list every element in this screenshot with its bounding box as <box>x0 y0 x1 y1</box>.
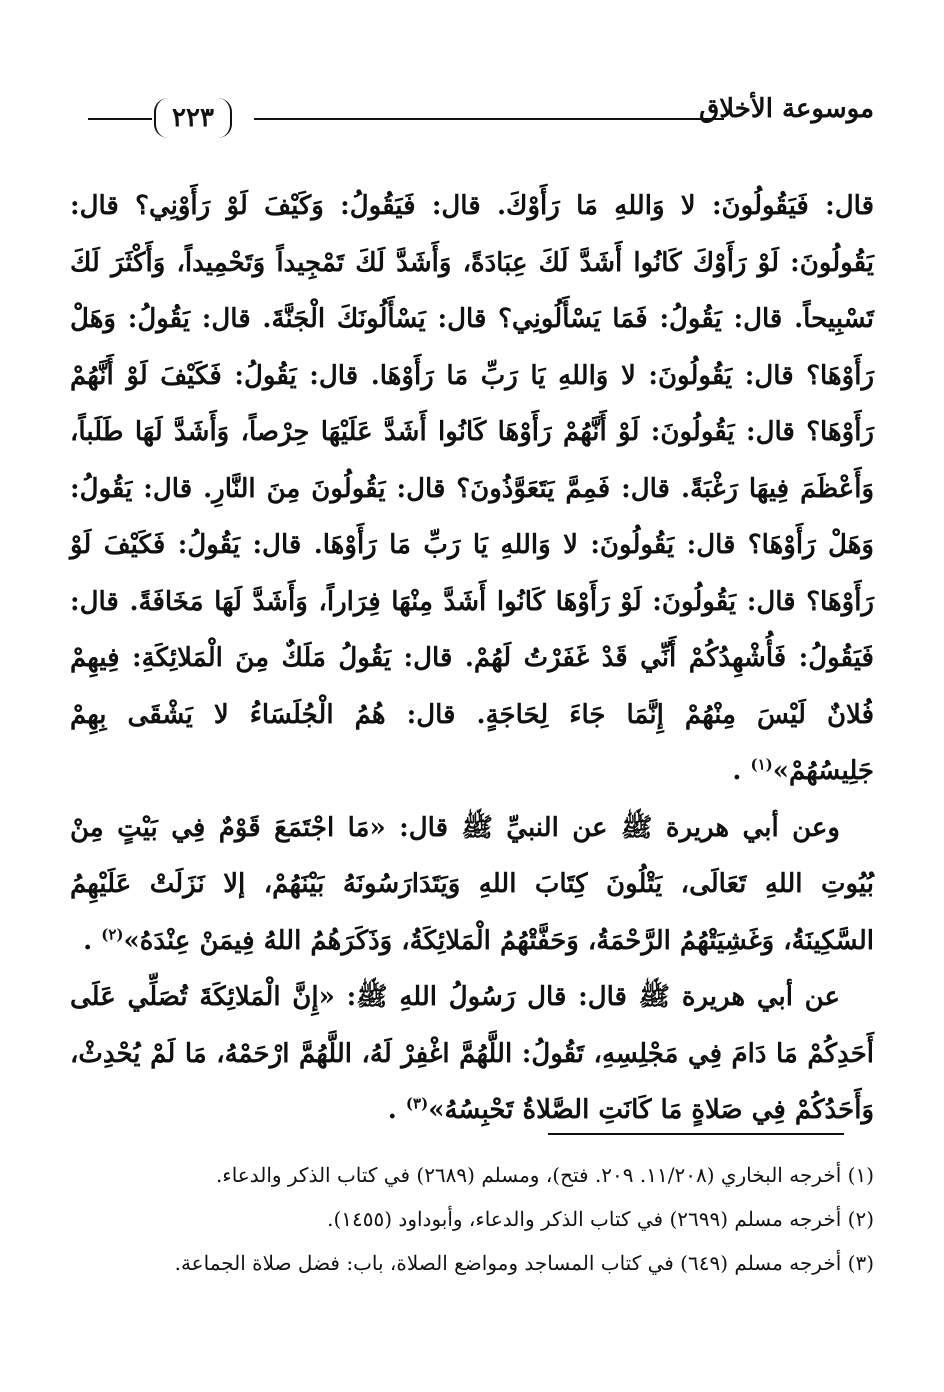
book-title: موسوعة الأخلاق <box>699 94 874 124</box>
paragraph-2-text: وعن أبي هريرة ﷺ عن النبيِّ ﷺ قال: «مَا اجْتَمَعَ قَوْمٌ فِي بَيْتٍ مِنْ بُيُوتِ اللهِ تَعَالَى، يَتْلُونَ كِتَابَ اللهِ وَيَتَدَارَسُونَهُ بَيْنَهُمْ، إلا نَزَلَتْ عَلَيْهِمُ السَّكِينَةُ، وَغَشِيَتْهُمُ الرَّحْمَةُ، وَحَفَّتْهُمُ الْمَلائِكَةُ، وَذَكَرَهُمُ اللهُ فِيمَنْ عِنْدَهُ» <box>70 812 874 956</box>
paragraph-1-end: . <box>732 756 742 786</box>
footnote-ref-1: (١) <box>750 755 773 774</box>
footnote-ref-3: (٣) <box>405 1094 429 1113</box>
main-text <box>70 178 874 1139</box>
paragraph-3-text: عن أبي هريرة ﷺ قال: قال رَسُولُ اللهِ ﷺ: «إِنَّ الْمَلائِكَةَ تُصَلِّي عَلَى أَحَدِكُمْ مَا دَامَ فِي مَجْلِسِهِ، تَقُولُ: اللَّهُمَّ اغْفِرْ لَهُ، اللَّهُمَّ ارْحَمْهُ، مَا لَمْ يُحْدِثْ، وَأَحَدُكُمْ فِي صَلاةٍ مَا كَانَتِ الصَّلاةُ تَحْبِسُهُ» <box>70 982 874 1125</box>
paragraph-2-end: . <box>83 925 93 956</box>
footnote-1: (١) أخرجه البخاري (١١/٢٠٨. ٢٠٩. فتح)، ومسلم (٢٦٨٩) في كتاب الذكر والدعاء. <box>215 1163 874 1187</box>
paragraph-1 <box>70 178 874 800</box>
page-header <box>70 84 874 134</box>
footnote-ref-2: (٢) <box>101 924 124 943</box>
footnote-2: (٢) أخرجه مسلم (٢٦٩٩) في كتاب الذكر والدعاء، وأبوداود (١٤٥٥). <box>327 1207 874 1231</box>
paragraph-2 <box>70 800 874 970</box>
footnotes <box>70 1153 874 1285</box>
page-number: ٢٢٣ <box>154 98 232 138</box>
footnote-separator <box>548 1133 844 1135</box>
paragraph-3 <box>70 969 874 1139</box>
footnote-3: (٣) أخرجه مسلم (٦٤٩) في كتاب المساجد ومواضع الصلاة، باب: فضل صلاة الجماعة. <box>174 1251 874 1275</box>
header-rule-left <box>88 118 152 120</box>
header-rule-right <box>254 118 724 120</box>
paragraph-3-end: . <box>387 1095 397 1125</box>
paragraph-1-text: قال: فَيَقُولُونَ: لا وَاللهِ مَا رَأَوْكَ. قال: فَيَقُولُ: وَكَيْفَ لَوْ رَأَوْنِي؟ قال: يَقُولُونَ: لَوْ رَأَوْكَ كَانُوا أَشَدَّ لَكَ عِبَادَةً، وَأَشَدَّ لَكَ تَمْجِيداً وَتَحْمِيداً، وَأَكْثَرَ لَكَ تَسْبِيحاً. قال: يَقُولُ: فَمَا يَسْأَلُونِي؟ قال: يَسْأَلُونَكَ الْجَنَّةَ. قال: يَقُولُ: وَهَلْ رَأَوْهَا؟ قال: يَقُولُونَ: لا وَاللهِ يَا رَبِّ مَا رَأَوْهَا. قال: يَقُولُ: فَكَيْفَ لَوْ أَنَّهُمْ رَأَوْهَا؟ قال: يَقُولُونَ: لَوْ أَنَّهُمْ رَأَوْهَا كَانُوا أَشَدَّ عَلَيْهَا حِرْصاً، وَأَشَدَّ لَهَا طَلَباً، وَأَعْظَمَ فِيهَا رَغْبَةً. قال: فَمِمَّ يَتَعَوَّذُونَ؟ قال: يَقُولُونَ مِنَ النَّارِ. قال: يَقُولُ: وَهَلْ رَأَوْهَا؟ قال: يَقُولُونَ: لا وَاللهِ يَا رَبِّ مَا رَأَوْهَا. قال: يَقُولُ: فَكَيْفَ لَوْ رَأَوْهَا؟ قال: يَقُولُونَ: لَوْ رَأَوْهَا كَانُوا أَشَدَّ مِنْهَا فِرَاراً، وَأَشَدَّ لَهَا مَخَافَةً. قال: فَيَقُولُ: فَأُشْهِدُكُمْ أَنِّي قَدْ غَفَرْتُ لَهُمْ. قال: يَقُولُ مَلَكٌ مِنَ الْمَلائِكَةِ: فِيهِمْ فُلانٌ لَيْسَ مِنْهُمْ إِنَّمَا جَاءَ لِحَاجَةٍ. قال: هُمُ الْجُلَسَاءُ لا يَشْقَى بِهِمْ جَلِيسُهُمْ» <box>70 191 874 786</box>
